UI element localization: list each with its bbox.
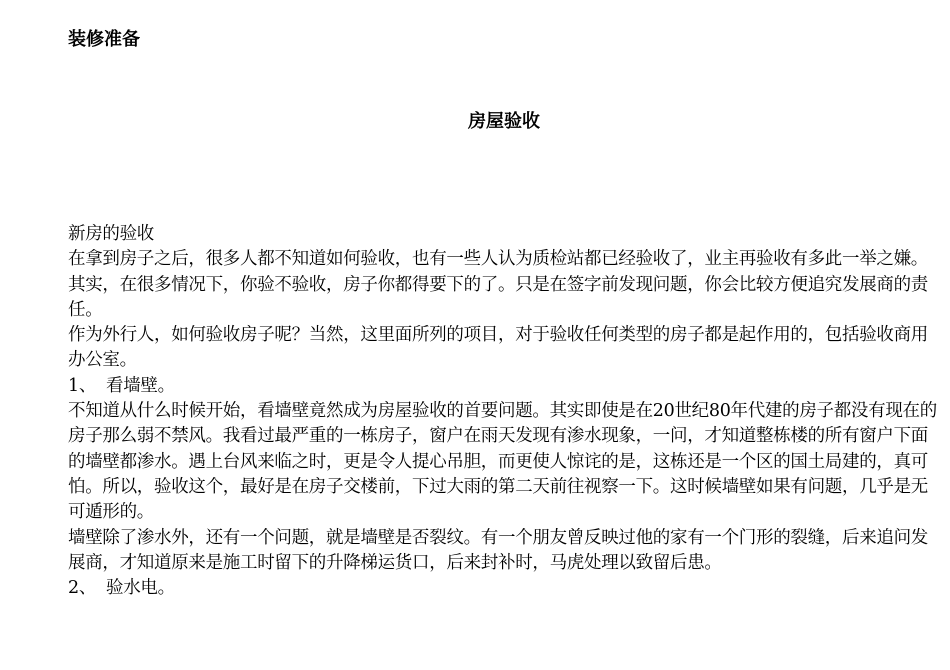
list-item-1 — [68, 374, 938, 399]
list-item-2-label: 验水电。 — [106, 578, 175, 599]
document-body — [68, 222, 938, 601]
list-item-1-label: 看墙壁。 — [106, 375, 175, 396]
paragraph-walls-cracks: 墙壁除了渗水外，还有一个问题，就是墙壁是否裂纹。有一个朋友曾反映过他的家有一个门形的裂缝，后来追问发展商，才知道原来是施工时留下的升降梯运货口，后来封补时，马虎处理以致留后患。 — [68, 527, 928, 573]
document-title: 房屋验收 — [468, 111, 540, 132]
paragraph-outsider: 作为外行人，如何验收房子呢？当然，这里面所列的项目，对于验收任何类型的房子都是起作用的，包括验收商用办公室。 — [68, 325, 928, 371]
list-item-2-number: 2、 — [68, 578, 97, 599]
paragraph-walls-leak: 不知道从什么时候开始，看墙壁竟然成为房屋验收的首要问题。其实即使是在20世纪80年代建的房子都没有现在的房子那么弱不禁风。我看过最严重的一栋房子，窗户在雨天发现有渗水现象，一问，才知道整栋楼的所有窗户下面的墙壁都渗水。遇上台风来临之时，更是令人提心吊胆，而更使人惊诧的是，这栋还是一个区的国土局建的，真可怕。所以，验收这个，最好是在房子交楼前，下过大雨的第二天前往视察一下。这时候墙壁如果有问题，几乎是无可遁形的。 — [68, 401, 937, 523]
list-item-1-number: 1、 — [68, 375, 97, 396]
paragraph-intro: 在拿到房子之后，很多人都不知道如何验收，也有一些人认为质检站都已经验收了，业主再验收有多此一举之嫌。其实，在很多情况下，你验不验收，房子你都得要下的了。只是在签字前发现问题，你会比较方便追究发展商的责任。 — [68, 249, 928, 320]
list-item-2 — [68, 576, 938, 601]
section-header: 装修准备 — [68, 29, 140, 50]
subheading: 新房的验收 — [68, 224, 154, 244]
